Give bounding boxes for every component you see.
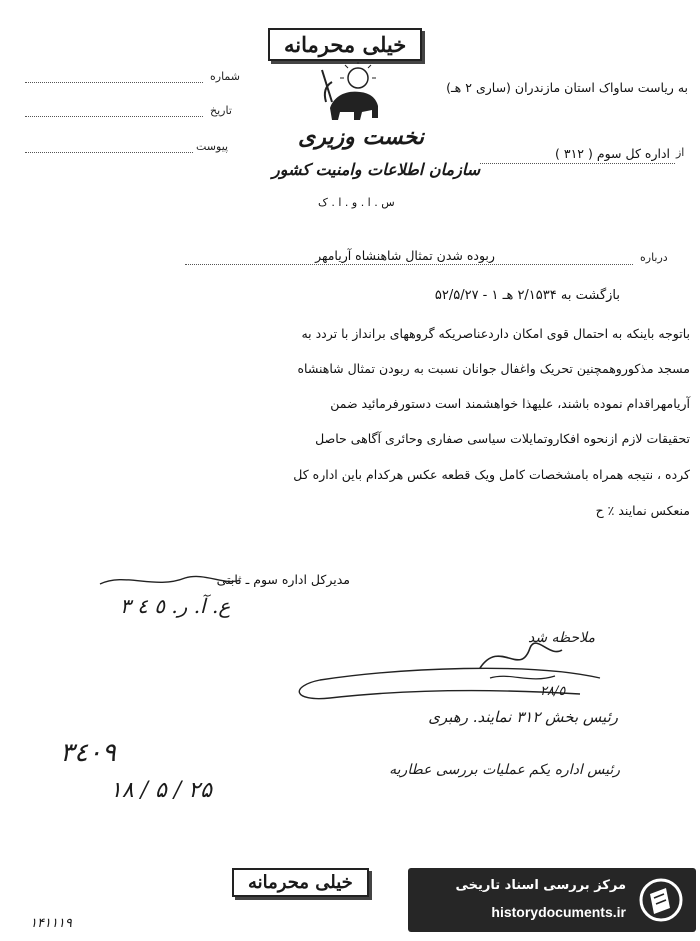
signature-scribble-1 [95,566,245,596]
attachment-dotted-line [25,152,193,153]
body-line-1: باتوجه باینکه به احتمال قوی امکان داردعناصریکه گروههای برانداز با تردد به [301,326,690,341]
handwritten-note-2: ۲۸/٥ [540,684,566,699]
signatory-title: مدیرکل اداره سوم ـ ثابتی [216,572,350,587]
attachment-label: پیوست [196,140,229,153]
from-value: اداره کل سوم ( ۳۱۲ ) [555,146,670,161]
body-line-5: کرده ، نتیجه همراه بامشخصات کامل ویک قطعه عکس هرکدام باین اداره کل [293,467,690,482]
subject-label: درباره [640,251,668,264]
body-line-4: تحقیقات لازم ازنحوه افکاروتمایلات سیاسی صفاری وحائری آگاهی حاصل [315,431,690,446]
handwritten-note-5: ۳٤۰۹ [60,738,116,768]
reference-line: بازگشت به ۲/۱۵۳۴ هـ ۱ - ۵۲/۵/۲۷ [434,288,620,303]
handwritten-note-1: ملاحظه شد [528,630,596,646]
body-line-6: منعکس نمایند ٪ ح [595,503,690,518]
handwritten-note-6: ۱۸ / ۵ / ۲۵ [110,778,212,803]
lion-and-sun-emblem-icon [318,62,388,124]
watermark-url: historydocuments.ir [491,904,626,920]
subject-dotted-line [185,264,633,265]
document-number: ۱۴۱۱۱۹ [30,916,72,931]
body-line-3: آریامهراقدام نموده باشند، علیهذا خواهشمند است دستورفرمائید ضمن [330,396,690,411]
subject-value: ربوده شدن تمثال شاهنشاه آریامهر [315,248,495,263]
handwritten-note-4: رئیس اداره یکم عملیات بررسی عطاریه [389,762,620,778]
number-label: شماره [210,70,241,83]
from-label: از [676,146,685,159]
from-dotted-line [480,163,675,164]
bottom-confidential-stamp: خیلی محرمانه [232,868,369,897]
date-dotted-line [25,116,203,117]
archive-logo-icon [636,876,686,924]
date-label: تاریخ [210,104,232,117]
signatory-handwriting: ع. آ. ر. ٥ ٤ ٣ [120,594,231,618]
number-dotted-line [25,82,203,83]
top-confidential-stamp: خیلی محرمانه [268,28,422,61]
recipient-line: به ریاست ساواک استان مازندران (ساری ۲ هـ) [446,80,688,95]
ministry-title: نخست وزیری [298,124,424,150]
watermark-name: مرکز بررسی اسناد تاریخی [455,878,626,893]
organization-code: س . ا . و . ا . ک [318,196,395,209]
body-line-2: مسجد مذکوروهمچنین تحریک واغفال جوانان نسبت به ربودن تمثال شاهنشاه [297,361,690,376]
organization-title: سازمان اطلاعات وامنیت کشور [272,160,481,179]
handwritten-note-3: رئیس بخش ۳۱۲ نمایند. رهبری [428,708,618,726]
